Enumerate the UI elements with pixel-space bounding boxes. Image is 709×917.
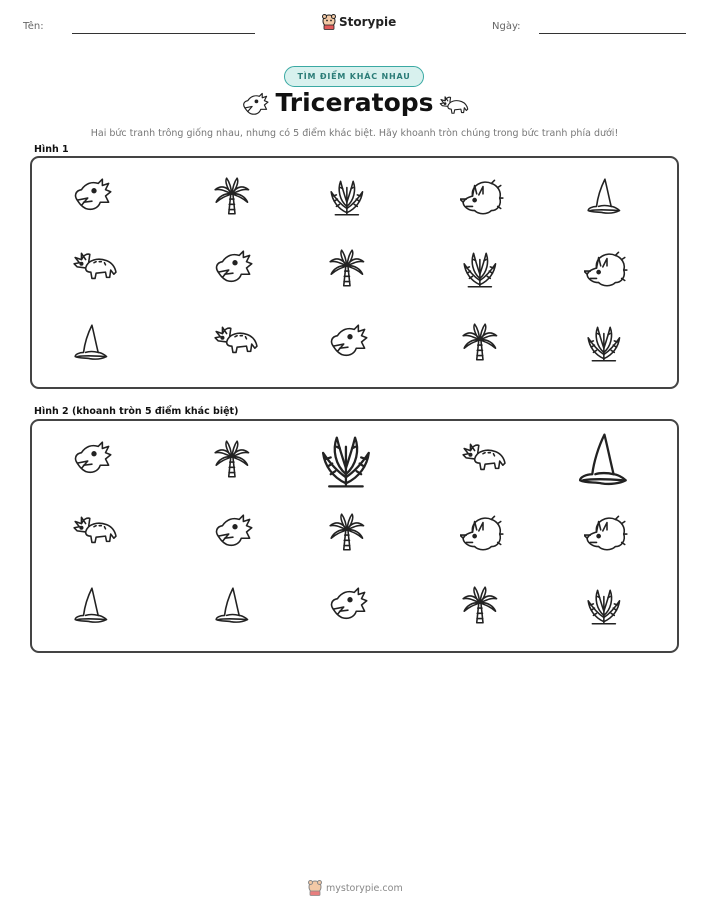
name-label: Tên: — [23, 21, 44, 32]
brand-name: Storypie — [339, 15, 397, 29]
triceratops-icon[interactable] — [460, 437, 506, 483]
storypie-mascot-icon — [308, 880, 322, 896]
bird-head-icon[interactable] — [71, 437, 117, 483]
palm-tree-icon[interactable] — [460, 583, 506, 629]
storypie-logo — [322, 14, 396, 30]
fern-icon[interactable] — [460, 246, 506, 292]
palm-tree-icon[interactable] — [327, 246, 373, 292]
bird-head-icon[interactable] — [327, 583, 373, 629]
fern-icon[interactable] — [327, 174, 373, 220]
picture-2-label: Hình 2 (khoanh tròn 5 điểm khác biệt) — [34, 406, 239, 417]
fern-icon[interactable] — [584, 320, 630, 366]
bird-head-icon[interactable] — [212, 510, 258, 556]
palm-tree-icon[interactable] — [212, 437, 258, 483]
triceratops-icon[interactable] — [71, 510, 117, 556]
horn-icon[interactable] — [71, 320, 117, 366]
horn-icon[interactable] — [71, 583, 117, 629]
trike-head-icon[interactable] — [584, 246, 630, 292]
title-triceratops-icon — [438, 94, 470, 116]
storypie-mascot-icon — [322, 14, 336, 30]
trike-head-icon[interactable] — [460, 174, 506, 220]
palm-tree-icon[interactable] — [460, 320, 506, 366]
horn-icon[interactable] — [212, 583, 258, 629]
date-line[interactable] — [539, 33, 686, 34]
triceratops-icon[interactable] — [71, 246, 117, 292]
activity-badge: TÌM ĐIỂM KHÁC NHAU — [284, 66, 424, 87]
instructions: Hai bức tranh trông giống nhau, nhưng có 5 điểm khác biệt. Hãy khoanh tròn chúng trong bức tranh phía dưới! — [90, 128, 619, 139]
picture-1-panel[interactable] — [30, 156, 679, 389]
date-label: Ngày: — [492, 21, 521, 32]
fern-icon[interactable] — [317, 427, 384, 494]
footer — [308, 880, 403, 896]
horn-icon[interactable] — [574, 427, 641, 494]
picture-1-label: Hình 1 — [34, 144, 69, 155]
page-title: Triceratops — [275, 88, 434, 117]
picture-2-panel[interactable] — [30, 419, 679, 653]
footer-site: mystorypie.com — [326, 882, 403, 894]
triceratops-icon[interactable] — [212, 320, 258, 366]
bird-head-icon[interactable] — [212, 246, 258, 292]
trike-head-icon[interactable] — [460, 510, 506, 556]
palm-tree-icon[interactable] — [212, 174, 258, 220]
palm-tree-icon[interactable] — [327, 510, 373, 556]
fern-icon[interactable] — [584, 583, 630, 629]
bird-head-icon[interactable] — [71, 174, 117, 220]
trike-head-icon[interactable] — [584, 510, 630, 556]
name-line[interactable] — [72, 33, 255, 34]
horn-icon[interactable] — [584, 174, 630, 220]
bird-head-icon[interactable] — [327, 320, 373, 366]
